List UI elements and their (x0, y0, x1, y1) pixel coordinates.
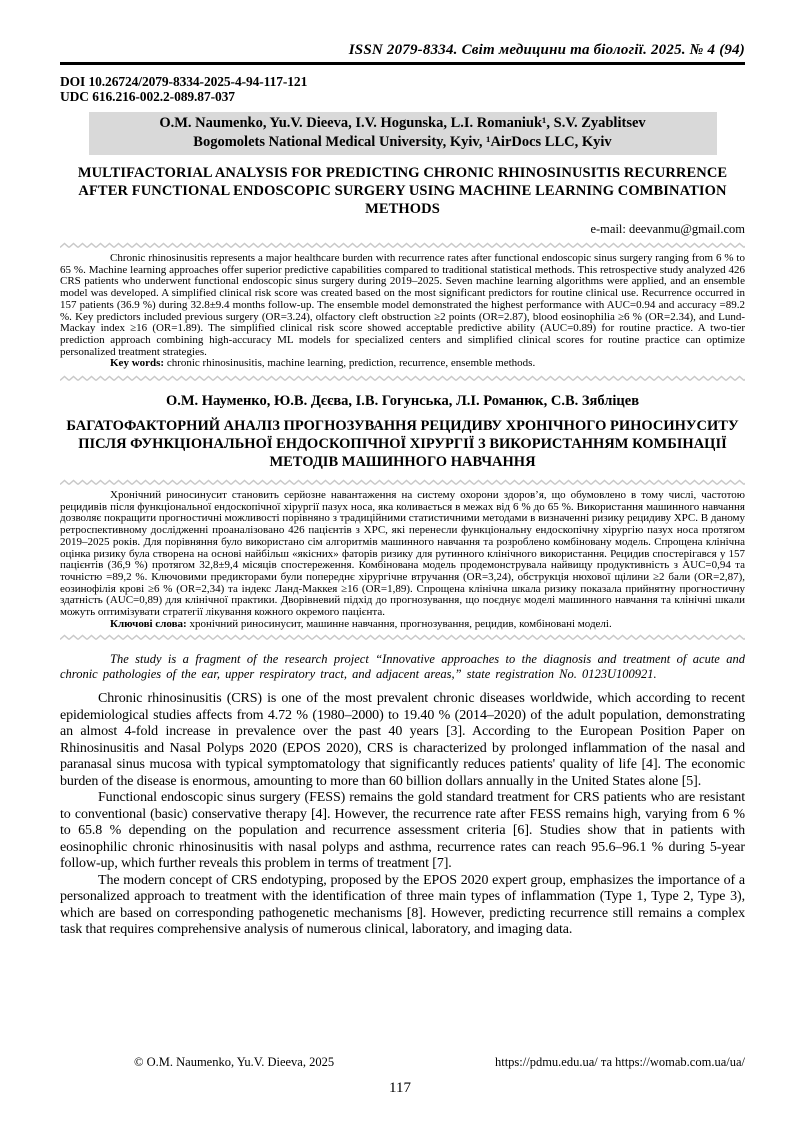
authors-block-en (89, 112, 717, 155)
keywords-label-en: Key words: (110, 357, 165, 370)
keywords-text-uk: хронічний риносинусит, машинне навчання, прогнозування, рецидив, комбіновані моделі. (186, 617, 612, 630)
article-title-uk: БАГАТОФАКТОРНИЙ АНАЛІЗ ПРОГНОЗУВАННЯ РЕЦИДИВУ ХРОНІЧНОГО РИНОСИНУСИТУ ПІСЛЯ ФУНКЦІОНАЛЬНОЇ ЕНДОСКОПІЧНОЇ ХІРУРГІЇ З ВИКОРИСТАННЯМ КОМБІНАЦІЇ МЕТОДІВ МАШИННОГО НАВЧАННЯ (66, 418, 739, 471)
keywords-line-en (60, 358, 745, 370)
body-paragraph: Chronic rhinosinusitis (CRS) is one of the most prevalent chronic diseases worldwide, which according to recent epidemiological studies affects from 4.72 % (1980–2000) to 19.40 % (2014–2020) of the adult population, demonstrating an almost 4-fold increase in prevalence over the past 40 years [3]. According to the European Position Paper on Rhinosinusitis and Nasal Polyps 2020 (EPOS 2020), CRS is characterized by prolonged inflammation of the nasal and paranasal sinus mucosa with typical symptomatology that significantly reduces patients' quality of life [4]. The economic burden of the disease is enormous, amounting to more than 60 billion dollars annually in the United States alone [5]. (60, 691, 745, 789)
zigzag-divider (60, 634, 745, 641)
header-rule (60, 62, 745, 65)
udc-line: UDC 616.216-002.2-089.87-037 (60, 89, 235, 104)
page-footer (60, 1055, 745, 1070)
authors-line-en: O.M. Naumenko, Yu.V. Dieeva, I.V. Hogunska, L.I. Romaniuk¹, S.V. Zyablitsev (159, 115, 646, 131)
email-line: e-mail: deevanmu@gmail.com (590, 222, 745, 236)
journal-issn-header: ISSN 2079-8334. Світ медицини та біології. 2025. № 4 (94) (348, 42, 745, 58)
zigzag-divider (60, 479, 745, 486)
keywords-text-en: chronic rhinosinusitis, machine learning, prediction, recurrence, ensemble methods. (164, 357, 536, 370)
abstract-en: Chronic rhinosinusitis represents a major healthcare burden with recurrence rates after functional endoscopic sinus surgery ranging from 6 % to 65 %. Machine learning approaches offer superior predictive capabilities compared to traditional statistical methods. This retrospective study analyzed 426 CRS patients who underwent functional endoscopic sinus surgery during 2019–2025. Seven machine learning algorithms were applied, and an ensemble model was developed. A simplified clinical risk score was created based on the most significant predictors for routine clinical use. Recurrence occurred in 157 patients (36.9 %) during 32.8±9.4 months follow-up. The ensemble model demonstrated the highest performance with AUC=0.94 and accuracy =89.2 %. Key predictors included previous surgery (OR=3.24), olfactory cleft obstruction ≥2 points (OR=2.87), blood eosinophilia ≥6 % (OR=2.34), and Lund-Mackay index ≥16 (OR=1.89). The simplified clinical risk score showed acceptable predictive ability (AUC=0.89) for routine practice. A two-tier prediction approach combining high-accuracy ML models for specialized centers and simplified clinical scores for routine practice can optimize personalized treatment strategies. (60, 252, 745, 358)
article-title-en: MULTIFACTORIAL ANALYSIS FOR PREDICTING CHRONIC RHINOSINUSITIS RECURRENCE AFTER FUNCTIONAL ENDOSCOPIC SURGERY USING MACHINE LEARNING COMBINATION METHODS (77, 165, 728, 217)
authors-line-uk: О.М. Науменко, Ю.В. Дєєва, І.В. Гогунська, Л.І. Романюк, С.В. Зябліцев (165, 393, 640, 410)
keywords-line-uk (60, 619, 745, 631)
zigzag-divider (60, 375, 745, 382)
zigzag-divider (60, 242, 745, 249)
doi-line: DOI 10.26724/2079-8334-2025-4-94-117-121 (60, 74, 308, 89)
body-paragraph: The modern concept of CRS endotyping, proposed by the EPOS 2020 expert group, emphasizes the importance of a personalized approach to treatment with the identification of three main types of inflammation (Type 1, Type 2, Type 3), which are based on corresponding pathogenetic mechanisms [8]. However, predicting recurrence still remains a complex task that requires comprehensive analysis of numerous clinical, laboratory, and imaging data. (60, 872, 745, 938)
abstract-uk: Хронічний риносинусит становить серйозне навантаження на систему охорони здоров’я, що обумовлено в тому числі, частотою рецидивів після функціональної ендоскопічної хірургії пазух носа, яка коливається в межах від 6 % до 65 %. Використання машинного навчання дозволяє покращити прогностичні можливості порівняно з традиційними статистичними методами в визначенні ризику рецидиву ХРС. В даному ретроспективному дослідженні проаналізовано 426 пацієнтів з ХРС, які перенесли функціональну ендоскопічну хірургію пазух носа протягом 2019–2025 років. Для порівняння було використано сім алгоритмів машинного навчання та розроблено комбіновану модель. Спрощена клінічна оцінка ризику була створена на основі найбільш «якісних» фаторів ризику для рутинного клінічного використання. Рецидив спостерігався у 157 пацієнтів (36,9 %) протягом 32,8±9,4 місяців спостереження. Комбінована модель продемонструвала найвищу продуктивність з AUC=0,94 та точністю =89,2 %. Ключовими предикторами були попереднє хірургічне втручання (OR=3,24), обструкція нюхової щілини ≥2 бали (OR=2,87), еозинофілія крові ≥6 % (OR=2,34) та індекс Ланд-Маккея ≥16 (OR=1,89). Спрощена клінічна шкала ризику показала прийнятну прогностичну здатність (AUC=0,89) для клінічної практики. Дворівневий підхід до прогнозування, що поєднує моделі машинного навчання та клінічні шкали можуть оптимізувати стратегії лікування кожного окремого пацієнта. (60, 489, 745, 619)
study-fragment-note: The study is a fragment of the research project “Innovative approaches to the diagnosis and treatment of acute and chronic pathologies of the ear, upper respiratory tract, and adjacent areas,” state registration No. 0123U100921. (60, 652, 745, 681)
keywords-label-uk: Ключові слова: (110, 617, 187, 630)
affiliation-line-en: Bogomolets National Medical University, Kyiv, ¹AirDocs LLC, Kyiv (193, 134, 612, 150)
article-body (60, 691, 745, 939)
page-number: 117 (389, 1080, 411, 1096)
body-paragraph: Functional endoscopic sinus surgery (FESS) remains the gold standard treatment for CRS patients who are resistant to conventional (basic) conservative therapy [4]. However, the recurrence rate after FESS remains high, varying from 6 % to 65.8 % depending on the population and recurrence assessment criteria [6]. Studies show that in patients with eosinophilic chronic rhinosinusitis with nasal polyps and asthma, recurrence rates can reach 95.6–96.1 % during 5-year follow-up, which further reveals this problem in terms of treatment [7]. (60, 790, 745, 872)
footer-links: https://pdmu.edu.ua/ та https://womab.com.ua/ua/ (494, 1055, 745, 1069)
footer-copyright: © O.M. Naumenko, Yu.V. Dieeva, 2025 (134, 1055, 335, 1069)
